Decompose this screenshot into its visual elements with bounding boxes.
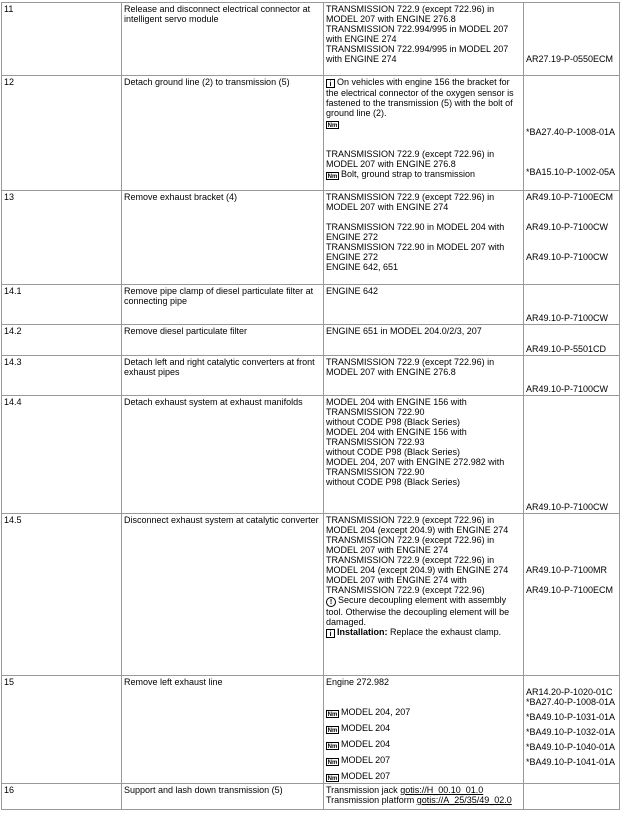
step-action: Remove left exhaust line (122, 676, 324, 784)
step-refs (524, 396, 620, 514)
step-refs (524, 784, 620, 810)
step-info: i On vehicles with engine 156 the bracket for the electrical connector of the oxygen sensor is fastened to the transmission (5) with the bolt of ground line (2). Nm TRANSMISSION 722.9 (except 722.96) in MODEL 207 with ENGINE 276.8 Nm Bolt, ground strap to transmission (324, 76, 524, 191)
ref-link[interactable]: AR49.10-P-7100CW (526, 502, 609, 512)
table-row (2, 514, 620, 676)
torque-icon: Nm (327, 174, 338, 180)
step-refs (524, 325, 620, 356)
ref-link[interactable]: AR49.10-P-7100CW (526, 384, 609, 394)
step-number: 13 (2, 191, 122, 285)
table-row (2, 191, 620, 285)
step-refs (524, 285, 620, 325)
ref-link[interactable]: AR49.10-P-7100ECM (526, 192, 614, 202)
step-action: Detach ground line (2) to transmission (5) (122, 76, 324, 191)
ref-link[interactable]: *BA49.10-P-1041-01A (526, 757, 616, 767)
step-info: ENGINE 651 in MODEL 204.0/2/3, 207 (324, 325, 524, 356)
step-info: TRANSMISSION 722.9 (except 722.96) in MODEL 204 (except 204.9) with ENGINE 274 TRANSMISSION 722.9 (except 722.96) in MODEL 207 with ENGINE 274 TRANSMISSION 722.9 (except 722.96) in MODEL 204 (except 204.9) with ENGINE 274 MODEL 207 with ENGINE 274 with TRANSMISSION 722.9 (except 722.96) ! Secure decoupling element with assembly tool. Otherwise the decoupling element will be damaged. i Installation: Replace the exhaust clamp. (324, 514, 524, 676)
table-row (2, 396, 620, 514)
step-info: TRANSMISSION 722.9 (except 722.96) in MODEL 207 with ENGINE 276.8 TRANSMISSION 722.994/995 in MODEL 207 with ENGINE 274 TRANSMISSION 722.994/995 in MODEL 207 with ENGINE 274 (324, 3, 524, 76)
step-action: Detach exhaust system at exhaust manifolds (122, 396, 324, 514)
ref-link[interactable]: *BA15.10-P-1002-05A (526, 167, 616, 177)
ref-link[interactable]: AR27.19-P-0550ECM (526, 54, 614, 64)
table-row (2, 76, 620, 191)
ref-link[interactable]: AR14.20-P-1020-01C (526, 687, 613, 697)
step-number: 12 (2, 76, 122, 191)
info-icon: i (326, 629, 335, 638)
torque-icon: Nm (327, 744, 338, 750)
step-refs (524, 191, 620, 285)
torque-icon: Nm (327, 123, 338, 129)
step-refs (524, 76, 620, 191)
table-row (2, 356, 620, 396)
step-number: 11 (2, 3, 122, 76)
torque-icon: Nm (327, 728, 338, 734)
ref-link[interactable]: AR49.10-P-5501CD (526, 344, 607, 354)
table-row (2, 676, 620, 784)
ref-link[interactable]: *BA49.10-P-1031-01A (526, 712, 616, 722)
step-number: 14.4 (2, 396, 122, 514)
table-row (2, 784, 620, 810)
step-action: Support and lash down transmission (5) (122, 784, 324, 810)
table-row (2, 325, 620, 356)
step-info: TRANSMISSION 722.9 (except 722.96) in MODEL 207 with ENGINE 274 TRANSMISSION 722.90 in MODEL 204 with ENGINE 272 TRANSMISSION 722.90 in MODEL 207 with ENGINE 272 ENGINE 642, 651 (324, 191, 524, 285)
step-number: 14.1 (2, 285, 122, 325)
warning-icon: ! (326, 597, 336, 607)
ref-link[interactable]: AR49.10-P-7100ECM (526, 585, 614, 595)
torque-icon: Nm (327, 760, 338, 766)
step-info: Engine 272.982 Nm MODEL 204, 207 Nm MODEL 204 Nm MODEL 204 Nm MODEL 207 Nm MODEL 207 (324, 676, 524, 784)
step-action: Detach left and right catalytic converters at front exhaust pipes (122, 356, 324, 396)
tool-link[interactable]: gotis://A_25/35/49_02.0 (416, 795, 512, 805)
torque-icon: Nm (327, 712, 338, 718)
ref-link[interactable]: AR49.10-P-7100CW (526, 313, 609, 323)
ref-link[interactable]: AR49.10-P-7100CW (526, 252, 609, 262)
step-action: Disconnect exhaust system at catalytic converter (122, 514, 324, 676)
ref-link[interactable]: *BA49.10-P-1040-01A (526, 742, 616, 752)
step-number: 16 (2, 784, 122, 810)
step-number: 14.5 (2, 514, 122, 676)
step-number: 14.2 (2, 325, 122, 356)
table-row (2, 3, 620, 76)
step-refs (524, 514, 620, 676)
step-number: 15 (2, 676, 122, 784)
step-refs (524, 3, 620, 76)
torque-icon: Nm (327, 776, 338, 782)
step-info: ENGINE 642 (324, 285, 524, 325)
step-refs (524, 676, 620, 784)
ref-link[interactable]: *BA27.40-P-1008-01A (526, 697, 616, 707)
step-refs (524, 356, 620, 396)
tool-link[interactable]: gotis://H_00.10_01.0 (400, 785, 484, 795)
step-action: Remove pipe clamp of diesel particulate filter at connecting pipe (122, 285, 324, 325)
step-action: Release and disconnect electrical connector at intelligent servo module (122, 3, 324, 76)
step-info: TRANSMISSION 722.9 (except 722.96) in MODEL 207 with ENGINE 276.8 (324, 356, 524, 396)
table-row (2, 285, 620, 325)
step-action: Remove diesel particulate filter (122, 325, 324, 356)
step-action: Remove exhaust bracket (4) (122, 191, 324, 285)
step-number: 14.3 (2, 356, 122, 396)
step-info: MODEL 204 with ENGINE 156 with TRANSMISSION 722.90 without CODE P98 (Black Series) MODEL 204 with ENGINE 156 with TRANSMISSION 722.93 without CODE P98 (Black Series) MODEL 204, 207 with ENGINE 272.982 with TRANSMISSION 722.90 without CODE P98 (Black Series) (324, 396, 524, 514)
info-icon: i (326, 79, 335, 88)
ref-link[interactable]: *BA49.10-P-1032-01A (526, 727, 616, 737)
ref-link[interactable]: AR49.10-P-7100CW (526, 222, 609, 232)
ref-link[interactable]: *BA27.40-P-1008-01A (526, 127, 616, 137)
procedure-table (1, 2, 620, 810)
step-info: Transmission jack gotis://H_00.10_01.0 Transmission platform gotis://A_25/35/49_02.0 (324, 784, 524, 810)
ref-link[interactable]: AR49.10-P-7100MR (526, 565, 608, 575)
